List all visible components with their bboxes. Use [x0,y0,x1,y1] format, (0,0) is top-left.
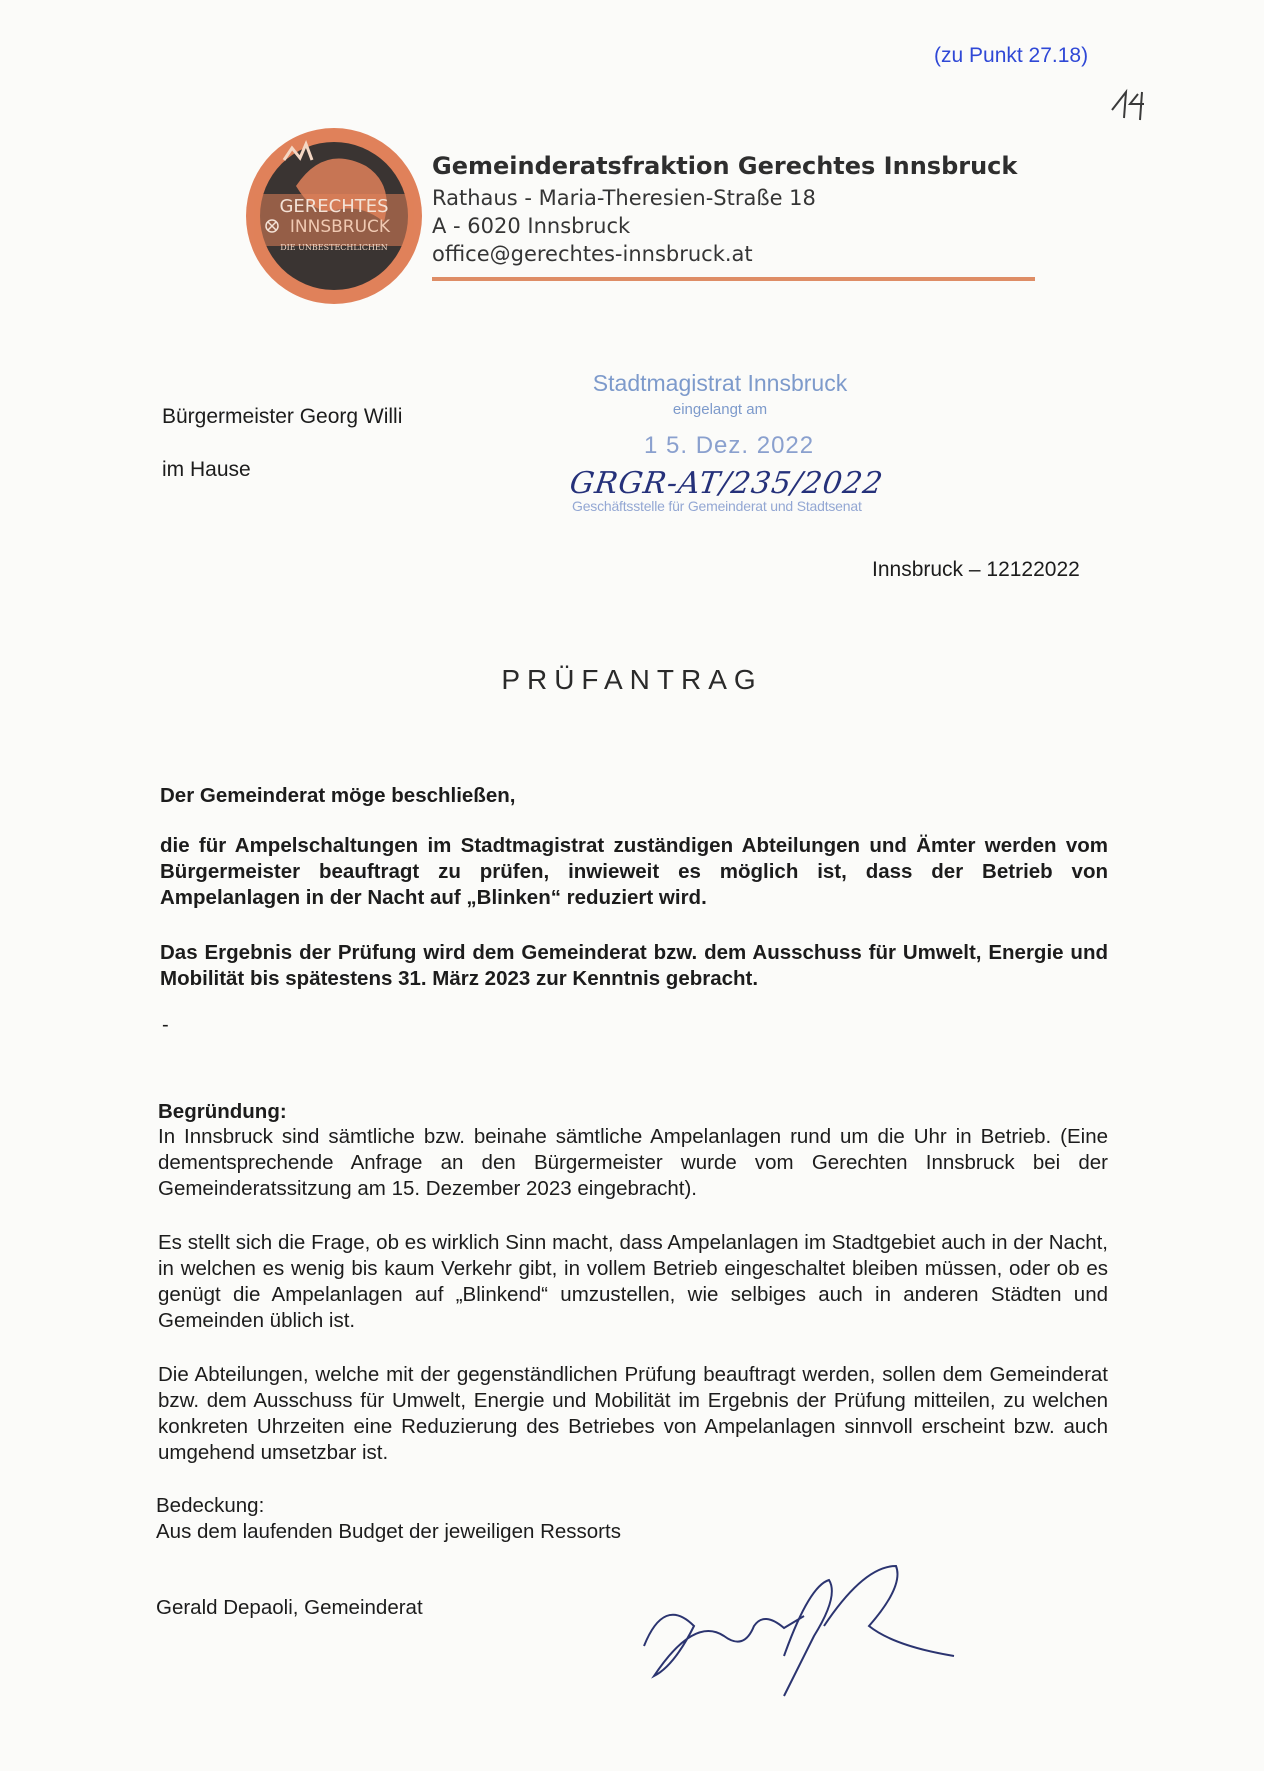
stamp-date: 1 5. Dez. 2022 [644,432,815,459]
recipient-name: Bürgermeister Georg Willi [162,405,403,428]
received-stamp [560,370,886,514]
org-email: office@gerechtes-innsbruck.at [432,242,753,266]
letterhead-divider [432,277,1035,281]
stamp-title: Stadtmagistrat Innsbruck [592,370,848,396]
coverage-label: Bedeckung: [156,1494,265,1517]
org-name: Gemeinderatsfraktion Gerechtes Innsbruck [432,152,1018,180]
signer-name: Gerald Depaoli, Gemeinderat [156,1596,423,1619]
stamp-office: Geschäftsstelle für Gemeinderat und Stadtsenat [572,498,862,514]
logo-tagline: DIE UNBESTECHLICHEN [280,243,388,252]
recipient-location: im Hause [162,458,251,481]
reasoning-heading: Begründung: [158,1100,287,1123]
org-address-line1: Rathaus - Maria-Theresien-Straße 18 [432,186,816,210]
motion-intro: Der Gemeinderat möge beschließen, [160,784,516,807]
motion-result: Das Ergebnis der Prüfung wird dem Gemeinderat bzw. dem Ausschuss für Umwelt, Energie und Mobilität bis spätestens 31. März 2023 zur Kenntnis gebracht. [160,941,1108,990]
reasoning-paragraph-3: Die Abteilungen, welche mit der gegenständlichen Prüfung beauftragt werden, sollen dem Gemeinderat bzw. dem Ausschuss für Umwelt, Energie und Mobilität im Ergebnis der Prüfung mitteilen, zu welchen konkreten Uhrzeiten eine Reduzierung des Betriebes von Ampelanlagen sinnvoll erscheint bzw. auch umgehend umsetzbar ist. [158,1363,1108,1464]
coverage-text: Aus dem laufenden Budget der jeweiligen Ressorts [156,1520,621,1543]
agenda-reference-note: (zu Punkt 27.18) [934,44,1089,67]
handwritten-signature [634,1556,964,1706]
motion-request: die für Ampelschaltungen im Stadtmagistrat zuständigen Abteilungen und Ämter werden vom Bürgermeister beauftragt zu prüfen, inwieweit es möglich ist, dass der Betrieb von Ampelanlagen in der Nacht auf „Blinken“ reduziert wird. [160,834,1108,909]
logo-text-line2: INNSBRUCK [289,217,391,237]
place-date: Innsbruck – 12122022 [872,558,1080,581]
handwritten-page-number [1108,82,1166,122]
party-logo [244,126,424,306]
letterhead [432,152,1017,268]
org-address-line2: A - 6020 Innsbruck [432,214,631,238]
logo-text-line1: GERECHTES [279,196,389,217]
separator-dash: - [162,1014,169,1036]
stamp-received-label: eingelangt am [672,401,768,418]
stamp-reference-handwritten: GRGR-AT/235/2022 [567,466,886,501]
reasoning-paragraph-2: Es stellt sich die Frage, ob es wirklich Sinn macht, dass Ampelanlagen im Stadtgebiet auch in der Nacht, in welchen es wenig bis kaum Verkehr gibt, in vollem Betrieb eingeschaltet bleiben müssen, oder ob es genügt die Ampelanlagen auf „Blinkend“ umzustellen, wie selbiges auch in anderen Städten und Gemeinden üblich ist. [158,1231,1108,1332]
reasoning-paragraph-1: In Innsbruck sind sämtliche bzw. beinahe sämtliche Ampelanlagen rund um die Uhr in Betrieb. (Eine dementsprechende Anfrage an den Bürgermeister wurde vom Gerechten Innsbruck bei der Gemeinderatssitzung am 15. Dezember 2023 eingebracht). [158,1125,1108,1200]
document-title: PRÜFANTRAG [501,664,763,695]
